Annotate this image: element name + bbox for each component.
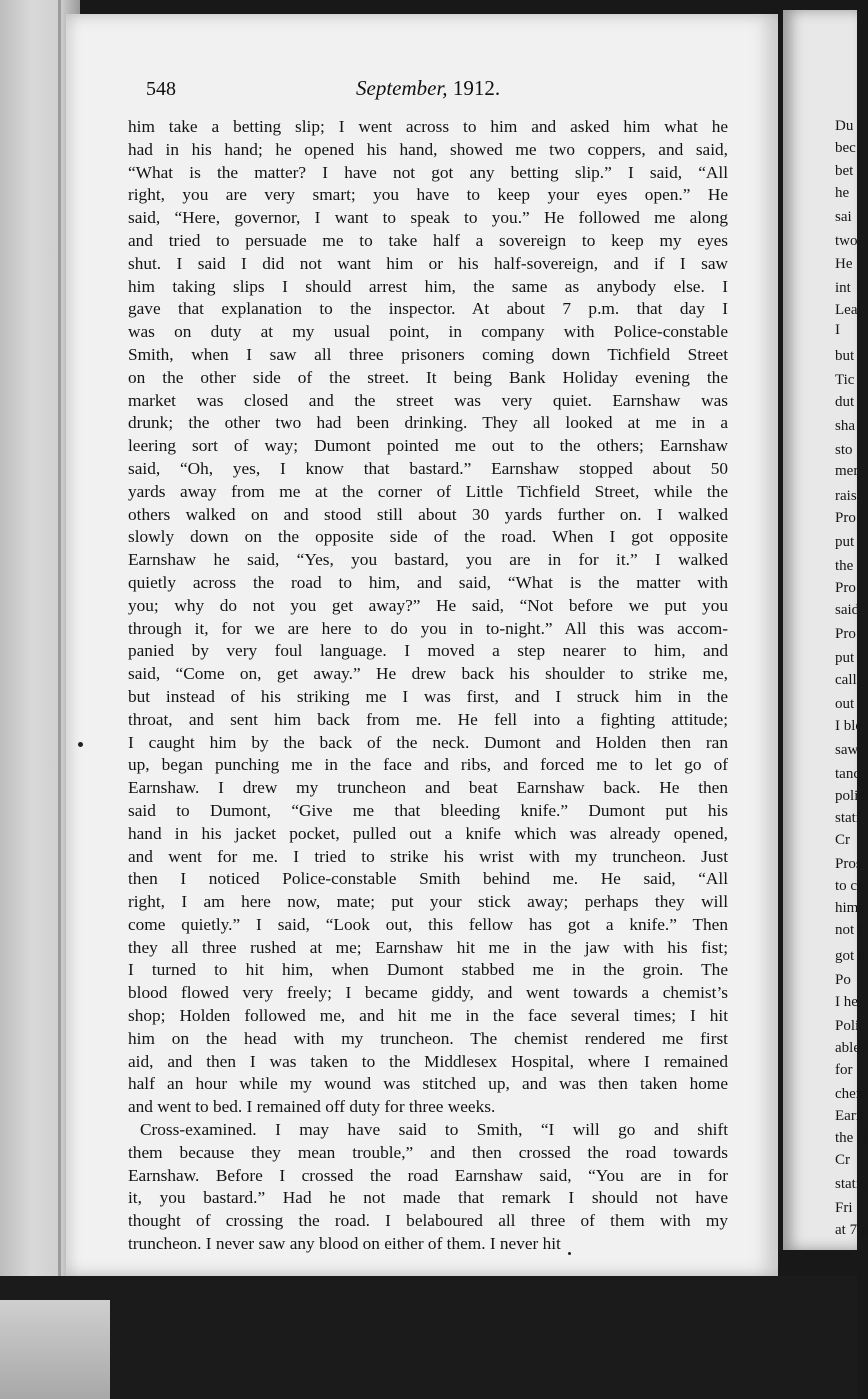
text-line: slowly down on the opposite side of the road. When I got opposite: [128, 527, 728, 547]
right-page-fragment: call: [835, 672, 857, 688]
right-page-fragment: Pro: [835, 580, 856, 596]
right-page-fragment: tanc: [835, 766, 860, 782]
right-page-fragment: int: [835, 280, 851, 296]
text-line: up, began punching me in the face and ribs, and forced me to let go of: [128, 755, 728, 775]
right-page-fragment: put: [835, 534, 855, 550]
right-page-fragment: I ble: [835, 718, 863, 734]
text-line: thought of crossing the road. I belaboured all three of them with my: [128, 1211, 728, 1231]
text-line: him take a betting slip; I went across to him and asked him what he: [128, 117, 728, 136]
text-line: hand in his jacket pocket, pulled out a knife which was already opened,: [128, 823, 728, 843]
text-line: “What is the matter? I have not got any betting slip.” I said, “All: [128, 162, 728, 182]
text-line: and went for me. I tried to strike his wrist with my truncheon. Just: [128, 846, 728, 866]
right-page-fragment: but: [835, 348, 855, 364]
text-line: shut. I said I did not want him or his half-sovereign, and if I saw: [128, 253, 728, 273]
right-page-fragment: Tic: [835, 372, 855, 388]
text-line: right, I am here now, mate; put your stick away; perhaps they will: [128, 892, 728, 912]
right-page-fragment: Lea: [835, 302, 858, 318]
text-line: Earnshaw. I drew my truncheon and beat Earnshaw back. He then: [128, 778, 728, 798]
right-page-fragment: bec: [835, 140, 856, 156]
scan-speck: [78, 742, 83, 747]
right-page-fragment: two: [835, 233, 858, 249]
text-line: right, you are very smart; you have to keep your eyes open.” He: [128, 185, 728, 205]
right-page-fragment: saw: [835, 742, 859, 758]
right-page-fragment: Pro: [835, 626, 856, 642]
text-line: Cross-examined. I may have said to Smith, “I will go and shift: [140, 1120, 728, 1140]
right-page-fragment: the: [835, 558, 854, 574]
right-page-fragment: Earn: [835, 1108, 864, 1124]
right-page-fragment: able: [835, 1040, 860, 1056]
text-line: I caught him by the back of the neck. Dumont and Holden then ran: [128, 732, 728, 752]
right-page-fragment: for: [835, 1062, 853, 1078]
text-line: quietly across the road to him, and said, “What is the matter with: [128, 572, 728, 592]
text-line: yards away from me at the corner of Little Tichfield Street, while the: [128, 481, 728, 501]
testimony-text: [128, 116, 728, 1256]
text-line: throat, and sent him back from me. He fell into a fighting attitude;: [128, 709, 728, 729]
scan-speck: [568, 1252, 571, 1255]
right-page-fragment: Du: [835, 118, 854, 134]
text-line: and went to bed. I remained off duty for three weeks.: [128, 1097, 496, 1117]
text-line: then I noticed Police-constable Smith behind me. He said, “All: [128, 869, 728, 889]
right-page-fragment: He: [835, 256, 853, 272]
right-page-fragment: he: [835, 185, 850, 201]
right-page-fragment: mer: [835, 463, 859, 479]
page-binding-shadow: [58, 0, 61, 1399]
right-page-fragment: sto: [835, 442, 853, 458]
page-number: 548: [146, 78, 176, 100]
text-line: but instead of his striking me I was first, and I struck him in the: [128, 686, 728, 706]
right-page-fragment: polic: [835, 788, 865, 804]
running-head: [356, 76, 500, 101]
text-line: said, “Oh, yes, I know that bastard.” Earnshaw stopped about 50: [128, 458, 728, 478]
text-line: others walked on and stood still about 30 yards further on. I walked: [128, 504, 728, 524]
text-line: panied by very foul language. I moved a step nearer to him, and: [128, 641, 728, 661]
text-line: you; why do not you get away?” He said, “Not before we put you: [128, 595, 728, 615]
text-line: gave that explanation to the inspector. At about 7 p.m. that day I: [128, 299, 728, 319]
text-line: was on duty at my usual point, in company with Police-constable: [128, 322, 728, 342]
adjacent-page-bottom-corner: [0, 1300, 110, 1399]
text-line: market was closed and the street was very quiet. Earnshaw was: [128, 390, 728, 410]
text-line: Smith, when I saw all three prisoners coming down Tichfield Street: [128, 344, 728, 364]
right-page-fragment: Fri: [835, 1200, 853, 1216]
right-page-fragment: at 7 p: [835, 1222, 868, 1238]
text-line: come quietly.” I said, “Look out, this fellow has got a knife.” Then: [128, 914, 728, 934]
text-line: and tried to persuade me to take half a sovereign to keep my eyes: [128, 230, 728, 250]
text-line: shop; Holden followed me, and hit me in the face several times; I hit: [128, 1006, 728, 1026]
text-line: said to Dumont, “Give me that bleeding knife.” Dumont put his: [128, 800, 728, 820]
text-line: drunk; the other two had been drinking. They all looked at me in a: [128, 413, 728, 433]
right-page-fragment: Cr: [835, 832, 850, 848]
running-head-month: September,: [356, 76, 448, 100]
adjacent-page-right: [783, 10, 868, 1250]
text-line: him taking slips I should arrest him, the same as anybody else. I: [128, 276, 728, 296]
right-page-fragment: Pros: [835, 856, 862, 872]
right-page-fragment: I: [835, 322, 840, 338]
right-page-fragment: Po: [835, 972, 851, 988]
right-page-fragment: stati: [835, 810, 860, 826]
right-page-fragment: statio: [835, 1176, 868, 1192]
right-page-fragment: dut: [835, 394, 855, 410]
text-line: him on the head with my truncheon. The chemist rendered me first: [128, 1028, 728, 1048]
text-line: through it, for we are here to do you in to-night.” All this was accom-: [128, 618, 728, 638]
text-line: I turned to hit him, when Dumont stabbed me in the groin. The: [128, 960, 728, 980]
right-page-fragment: chem: [835, 1086, 868, 1102]
text-line: had in his hand; he opened his hand, showed me two coppers, and said,: [128, 139, 728, 159]
right-page-fragment: said: [835, 602, 860, 618]
text-line: blood flowed very freely; I became giddy, and went towards a chemist’s: [128, 983, 728, 1003]
text-line: aid, and then I was taken to the Middlesex Hospital, where I remained: [128, 1051, 728, 1071]
text-line: them because they mean trouble,” and then crossed the road towards: [128, 1142, 728, 1162]
right-page-fragment: rais: [835, 488, 857, 504]
right-page-fragment: Polic: [835, 1018, 866, 1034]
page-header: [146, 76, 706, 102]
text-line: said, “Come on, get away.” He drew back his shoulder to strike me,: [128, 664, 728, 684]
right-page-fragment: not I: [835, 922, 863, 938]
right-page-fragment: out: [835, 696, 855, 712]
text-line: they all three rushed at me; Earnshaw hit me in the jaw with his fist;: [128, 937, 728, 957]
right-page-fragment: Pro: [835, 510, 856, 526]
right-page-fragment: bet: [835, 163, 854, 179]
right-page-fragment: sha: [835, 418, 855, 434]
text-line: half an hour while my wound was stitched up, and was then taken home: [128, 1074, 728, 1094]
right-page-fragment: got h: [835, 948, 866, 964]
text-line: Earnshaw he said, “Yes, you bastard, you are in for it.” I walked: [128, 550, 728, 570]
text-line: said, “Here, governor, I want to speak to you.” He followed me along: [128, 208, 728, 228]
right-page-fragment: Cr: [835, 1152, 850, 1168]
text-line: it, you bastard.” Had he not made that remark I should not have: [128, 1188, 728, 1208]
running-head-year: 1912.: [452, 76, 501, 100]
text-line: on the other side of the street. It being Bank Holiday evening the: [128, 367, 728, 387]
right-page-fragment: I he: [835, 994, 858, 1010]
scanner-background: [0, 1276, 857, 1399]
right-page-fragment: to ca: [835, 878, 864, 894]
right-page-fragment: put: [835, 650, 855, 666]
right-page-fragment: the cl: [835, 1130, 868, 1146]
text-line: leering sort of way; Dumont pointed me out to the others; Earnshaw: [128, 436, 728, 456]
right-page-fragment: hims: [835, 900, 865, 916]
text-line: Earnshaw. Before I crossed the road Earnshaw said, “You are in for: [128, 1165, 728, 1185]
right-page-fragment: sai: [835, 209, 852, 225]
text-line: truncheon. I never saw any blood on either of them. I never hit: [128, 1234, 561, 1254]
